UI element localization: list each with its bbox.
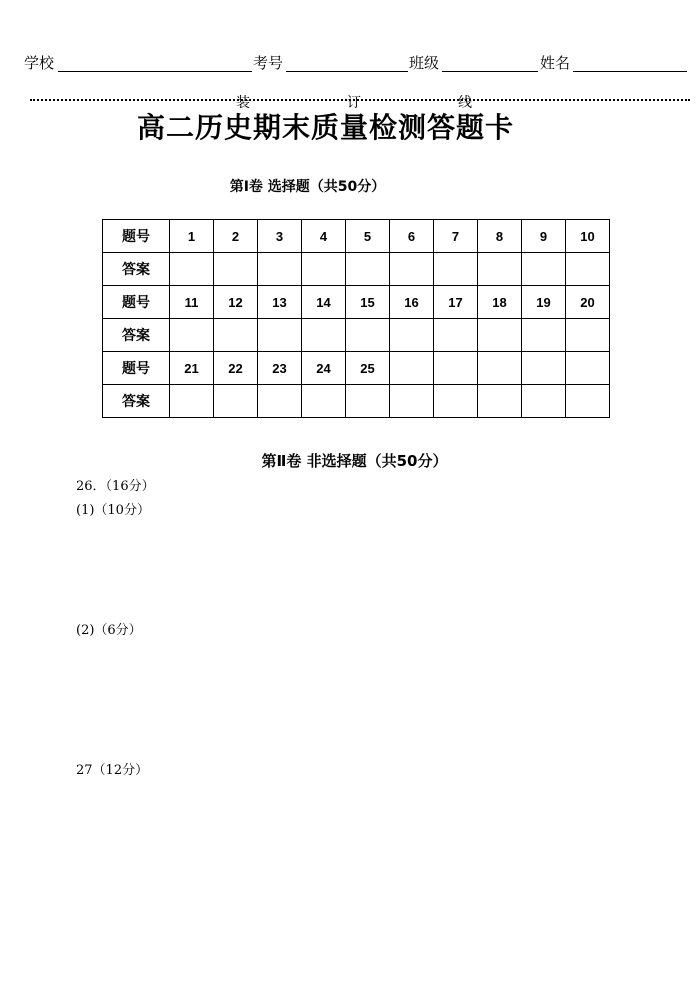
answer-cell[interactable] <box>434 319 478 352</box>
answer-cell[interactable] <box>390 319 434 352</box>
binding-char-ding: 订 <box>347 95 361 111</box>
question-26-label: 26．（16分） <box>76 479 155 494</box>
answer-cell[interactable] <box>566 253 610 286</box>
school-field[interactable] <box>58 71 252 72</box>
question-number-cell: 10 <box>566 220 610 253</box>
question-number-cell: 17 <box>434 286 478 319</box>
answer-cell[interactable] <box>258 319 302 352</box>
question-number-cell <box>522 352 566 385</box>
answer-cell[interactable] <box>302 385 346 418</box>
class-field[interactable] <box>442 71 538 72</box>
question-number-cell: 13 <box>258 286 302 319</box>
answer-cell[interactable] <box>346 319 390 352</box>
answer-cell[interactable] <box>302 319 346 352</box>
question-number-cell: 1 <box>170 220 214 253</box>
binding-char-zhuang: 装 <box>236 95 250 111</box>
answer-cell[interactable] <box>522 319 566 352</box>
question-number-cell: 6 <box>390 220 434 253</box>
exam-no-label: 考号 <box>253 54 284 72</box>
question-number-cell: 7 <box>434 220 478 253</box>
school-label: 学校 <box>24 54 55 72</box>
answer-cell[interactable] <box>434 385 478 418</box>
class-label: 班级 <box>409 54 440 72</box>
answer-cell[interactable] <box>258 253 302 286</box>
part2-heading: 第Ⅱ卷 非选择题（共50分） <box>261 452 448 470</box>
question-number-cell <box>390 352 434 385</box>
question-number-row <box>103 286 610 319</box>
binding-char-xian: 线 <box>458 95 472 111</box>
answer-cell[interactable] <box>214 253 258 286</box>
question-number-cell: 20 <box>566 286 610 319</box>
row-label: 答案 <box>103 385 170 418</box>
answer-cell[interactable] <box>478 385 522 418</box>
answer-cell[interactable] <box>390 385 434 418</box>
answer-cell[interactable] <box>434 253 478 286</box>
question-26-2-label: (2)（6分） <box>76 623 142 638</box>
answer-cell[interactable] <box>214 319 258 352</box>
question-number-cell: 23 <box>258 352 302 385</box>
part1-heading: 第Ⅰ卷 选择题（共50分） <box>229 179 386 195</box>
answer-cell[interactable] <box>478 253 522 286</box>
answer-cell[interactable] <box>390 253 434 286</box>
answer-row <box>103 253 610 286</box>
name-label: 姓名 <box>540 54 571 72</box>
row-label: 答案 <box>103 319 170 352</box>
answer-cell[interactable] <box>170 253 214 286</box>
answer-cell[interactable] <box>258 385 302 418</box>
row-label: 题号 <box>103 286 170 319</box>
question-number-cell <box>434 352 478 385</box>
exam-no-field[interactable] <box>286 71 408 72</box>
question-number-cell: 24 <box>302 352 346 385</box>
answer-row <box>103 319 610 352</box>
question-number-cell: 19 <box>522 286 566 319</box>
question-27-label: 27（12分） <box>76 763 149 778</box>
question-number-cell: 2 <box>214 220 258 253</box>
row-label: 题号 <box>103 352 170 385</box>
row-label: 题号 <box>103 220 170 253</box>
question-number-cell: 11 <box>170 286 214 319</box>
answer-cell[interactable] <box>346 253 390 286</box>
question-number-cell: 9 <box>522 220 566 253</box>
answer-cell[interactable] <box>522 385 566 418</box>
answer-cell[interactable] <box>214 385 258 418</box>
question-number-cell: 4 <box>302 220 346 253</box>
row-label: 答案 <box>103 253 170 286</box>
answer-cell[interactable] <box>478 319 522 352</box>
question-number-cell <box>566 352 610 385</box>
answer-table <box>102 219 610 418</box>
answer-cell[interactable] <box>566 319 610 352</box>
question-number-cell: 14 <box>302 286 346 319</box>
student-info-header <box>24 52 690 74</box>
answer-cell[interactable] <box>170 385 214 418</box>
name-field[interactable] <box>573 71 687 72</box>
question-number-cell <box>478 352 522 385</box>
question-number-cell: 3 <box>258 220 302 253</box>
question-number-cell: 8 <box>478 220 522 253</box>
question-number-cell: 25 <box>346 352 390 385</box>
question-number-cell: 21 <box>170 352 214 385</box>
question-number-cell: 5 <box>346 220 390 253</box>
question-number-cell: 18 <box>478 286 522 319</box>
question-number-row <box>103 220 610 253</box>
answer-cell[interactable] <box>522 253 566 286</box>
page-title: 高二历史期末质量检测答题卡 <box>136 111 514 144</box>
question-number-cell: 15 <box>346 286 390 319</box>
answer-cell[interactable] <box>566 385 610 418</box>
answer-cell[interactable] <box>170 319 214 352</box>
answer-cell[interactable] <box>346 385 390 418</box>
question-number-cell: 12 <box>214 286 258 319</box>
answer-row <box>103 385 610 418</box>
question-number-cell: 22 <box>214 352 258 385</box>
question-number-row <box>103 352 610 385</box>
question-26-1-label: (1)（10分） <box>76 503 150 518</box>
answer-cell[interactable] <box>302 253 346 286</box>
question-number-cell: 16 <box>390 286 434 319</box>
